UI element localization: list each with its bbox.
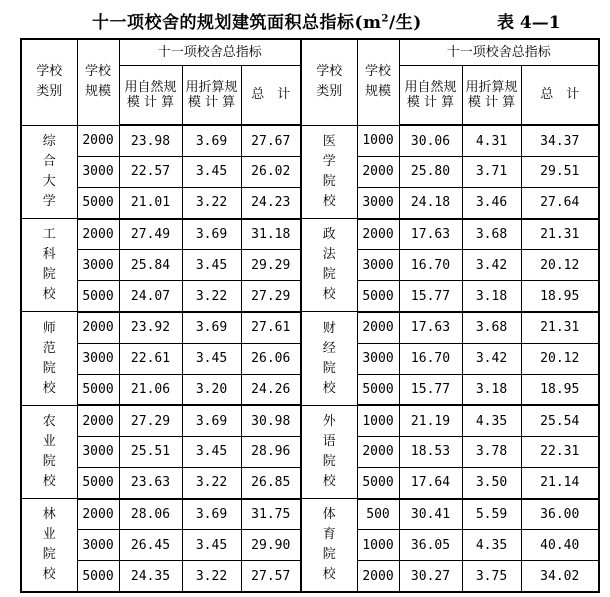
total-value-cell: 21.31 — [521, 219, 599, 250]
natural-value-cell: 25.80 — [399, 156, 462, 187]
scale-cell: 3000 — [357, 343, 399, 374]
natural-value-cell: 24.07 — [119, 281, 182, 312]
total-value-cell: 29.29 — [241, 250, 301, 281]
converted-value-cell: 3.46 — [462, 188, 521, 219]
converted-value-cell: 4.35 — [462, 405, 521, 436]
total-value-cell: 29.51 — [521, 156, 599, 187]
natural-value-cell: 26.45 — [119, 530, 182, 561]
total-value-cell: 28.96 — [241, 436, 301, 467]
scale-cell: 2000 — [357, 312, 399, 343]
natural-value-cell: 27.29 — [119, 405, 182, 436]
header-group-right: 十一项校舍总指标 — [399, 39, 599, 65]
converted-value-cell: 3.22 — [182, 188, 241, 219]
scale-cell: 1000 — [357, 405, 399, 436]
scale-cell: 3000 — [357, 188, 399, 219]
scale-cell: 3000 — [357, 250, 399, 281]
converted-value-cell: 3.75 — [462, 561, 521, 592]
total-value-cell: 27.67 — [241, 125, 301, 156]
scale-cell: 3000 — [77, 343, 119, 374]
category-cell: 医学院校 — [301, 125, 357, 218]
scale-cell: 1000 — [357, 125, 399, 156]
converted-value-cell: 3.18 — [462, 374, 521, 405]
category-cell: 农业院校 — [21, 405, 77, 498]
converted-value-cell: 3.22 — [182, 561, 241, 592]
total-value-cell: 27.64 — [521, 188, 599, 219]
natural-value-cell: 21.19 — [399, 405, 462, 436]
total-value-cell: 18.95 — [521, 374, 599, 405]
total-value-cell: 36.00 — [521, 499, 599, 530]
scale-cell: 5000 — [357, 468, 399, 499]
converted-value-cell: 3.69 — [182, 312, 241, 343]
scale-cell: 2000 — [357, 156, 399, 187]
total-value-cell: 27.61 — [241, 312, 301, 343]
category-cell: 政法院校 — [301, 219, 357, 312]
scale-cell: 5000 — [77, 561, 119, 592]
table-row — [21, 312, 599, 343]
scale-cell: 3000 — [77, 436, 119, 467]
natural-value-cell: 30.41 — [399, 499, 462, 530]
total-value-cell: 31.75 — [241, 499, 301, 530]
natural-value-cell: 22.61 — [119, 343, 182, 374]
scale-cell: 5000 — [357, 281, 399, 312]
header-category-left: 学校类别 — [21, 39, 77, 125]
natural-value-cell: 23.98 — [119, 125, 182, 156]
converted-value-cell: 3.69 — [182, 125, 241, 156]
scale-cell: 2000 — [357, 219, 399, 250]
total-value-cell: 21.31 — [521, 312, 599, 343]
converted-value-cell: 3.68 — [462, 219, 521, 250]
natural-value-cell: 21.01 — [119, 188, 182, 219]
converted-value-cell: 3.42 — [462, 250, 521, 281]
natural-value-cell: 16.70 — [399, 343, 462, 374]
converted-value-cell: 3.45 — [182, 436, 241, 467]
category-cell: 工科院校 — [21, 219, 77, 312]
scale-cell: 2000 — [77, 125, 119, 156]
converted-value-cell: 4.35 — [462, 530, 521, 561]
converted-value-cell: 3.45 — [182, 250, 241, 281]
natural-value-cell: 18.53 — [399, 436, 462, 467]
converted-value-cell: 3.71 — [462, 156, 521, 187]
scale-cell: 5000 — [77, 468, 119, 499]
converted-value-cell: 3.18 — [462, 281, 521, 312]
total-value-cell: 24.26 — [241, 374, 301, 405]
table-title: 十一项校舍的规划建筑面积总指标($m^2/$生) — [92, 13, 422, 33]
scale-cell: 2000 — [357, 561, 399, 592]
natural-value-cell: 24.35 — [119, 561, 182, 592]
natural-value-cell: 24.18 — [399, 188, 462, 219]
header-conv-right: 用折算规 模 计 算 — [462, 65, 521, 125]
natural-value-cell: 22.57 — [119, 156, 182, 187]
natural-value-cell: 17.64 — [399, 468, 462, 499]
natural-value-cell: 30.06 — [399, 125, 462, 156]
total-value-cell: 18.95 — [521, 281, 599, 312]
natural-value-cell: 21.06 — [119, 374, 182, 405]
total-value-cell: 27.57 — [241, 561, 301, 592]
scale-cell: 3000 — [77, 530, 119, 561]
scale-cell: 3000 — [77, 156, 119, 187]
header-group-left: 十一项校舍总指标 — [119, 39, 301, 65]
scale-cell: 5000 — [77, 188, 119, 219]
natural-value-cell: 30.27 — [399, 561, 462, 592]
natural-value-cell: 27.49 — [119, 219, 182, 250]
total-value-cell: 29.90 — [241, 530, 301, 561]
converted-value-cell: 3.20 — [182, 374, 241, 405]
total-value-cell: 27.29 — [241, 281, 301, 312]
total-value-cell: 40.40 — [521, 530, 599, 561]
natural-value-cell: 36.05 — [399, 530, 462, 561]
category-cell: 综合大学 — [21, 125, 77, 218]
header-total-right: 总 计 — [521, 65, 599, 125]
header-category-right: 学校类别 — [301, 39, 357, 125]
total-value-cell: 34.37 — [521, 125, 599, 156]
converted-value-cell: 3.68 — [462, 312, 521, 343]
total-value-cell: 22.31 — [521, 436, 599, 467]
scale-cell: 5000 — [77, 281, 119, 312]
converted-value-cell: 3.69 — [182, 219, 241, 250]
total-value-cell: 24.23 — [241, 188, 301, 219]
natural-value-cell: 17.63 — [399, 312, 462, 343]
converted-value-cell: 3.42 — [462, 343, 521, 374]
scale-cell: 500 — [357, 499, 399, 530]
table-row — [21, 405, 599, 436]
scale-cell: 5000 — [357, 374, 399, 405]
total-value-cell: 20.12 — [521, 250, 599, 281]
category-cell: 师范院校 — [21, 312, 77, 405]
converted-value-cell: 3.78 — [462, 436, 521, 467]
scale-cell: 2000 — [77, 312, 119, 343]
natural-value-cell: 23.63 — [119, 468, 182, 499]
total-value-cell: 34.02 — [521, 561, 599, 592]
total-value-cell: 26.02 — [241, 156, 301, 187]
scale-cell: 2000 — [77, 405, 119, 436]
scale-cell: 5000 — [77, 374, 119, 405]
converted-value-cell: 3.50 — [462, 468, 521, 499]
table-row — [21, 499, 599, 530]
natural-value-cell: 28.06 — [119, 499, 182, 530]
total-value-cell: 20.12 — [521, 343, 599, 374]
table-number: 表 4—1 — [497, 13, 561, 33]
category-cell: 外语院校 — [301, 405, 357, 498]
converted-value-cell: 5.59 — [462, 499, 521, 530]
converted-value-cell: 3.45 — [182, 530, 241, 561]
converted-value-cell: 3.22 — [182, 468, 241, 499]
natural-value-cell: 16.70 — [399, 250, 462, 281]
scale-cell: 3000 — [77, 250, 119, 281]
converted-value-cell: 3.22 — [182, 281, 241, 312]
header-conv-left: 用折算规 模 计 算 — [182, 65, 241, 125]
header-total-left: 总 计 — [241, 65, 301, 125]
table-row — [21, 219, 599, 250]
natural-value-cell: 25.84 — [119, 250, 182, 281]
total-value-cell: 26.85 — [241, 468, 301, 499]
header-natural-left: 用自然规 模 计 算 — [119, 65, 182, 125]
scale-cell: 2000 — [77, 219, 119, 250]
converted-value-cell: 4.31 — [462, 125, 521, 156]
scale-cell: 2000 — [77, 499, 119, 530]
natural-value-cell: 25.51 — [119, 436, 182, 467]
table-row — [21, 125, 599, 156]
total-value-cell: 25.54 — [521, 405, 599, 436]
total-value-cell: 26.06 — [241, 343, 301, 374]
total-value-cell: 30.98 — [241, 405, 301, 436]
natural-value-cell: 15.77 — [399, 374, 462, 405]
category-cell: 体育院校 — [301, 499, 357, 592]
natural-value-cell: 17.63 — [399, 219, 462, 250]
converted-value-cell: 3.45 — [182, 343, 241, 374]
natural-value-cell: 23.92 — [119, 312, 182, 343]
converted-value-cell: 3.69 — [182, 499, 241, 530]
scale-cell: 2000 — [357, 436, 399, 467]
header-scale-left: 学校规模 — [77, 39, 119, 125]
category-cell: 林业院校 — [21, 499, 77, 592]
indicator-table — [20, 38, 600, 593]
header-scale-right: 学校规模 — [357, 39, 399, 125]
converted-value-cell: 3.69 — [182, 405, 241, 436]
converted-value-cell: 3.45 — [182, 156, 241, 187]
scale-cell: 1000 — [357, 530, 399, 561]
header-natural-right: 用自然规 模 计 算 — [399, 65, 462, 125]
natural-value-cell: 15.77 — [399, 281, 462, 312]
total-value-cell: 31.18 — [241, 219, 301, 250]
category-cell: 财经院校 — [301, 312, 357, 405]
total-value-cell: 21.14 — [521, 468, 599, 499]
